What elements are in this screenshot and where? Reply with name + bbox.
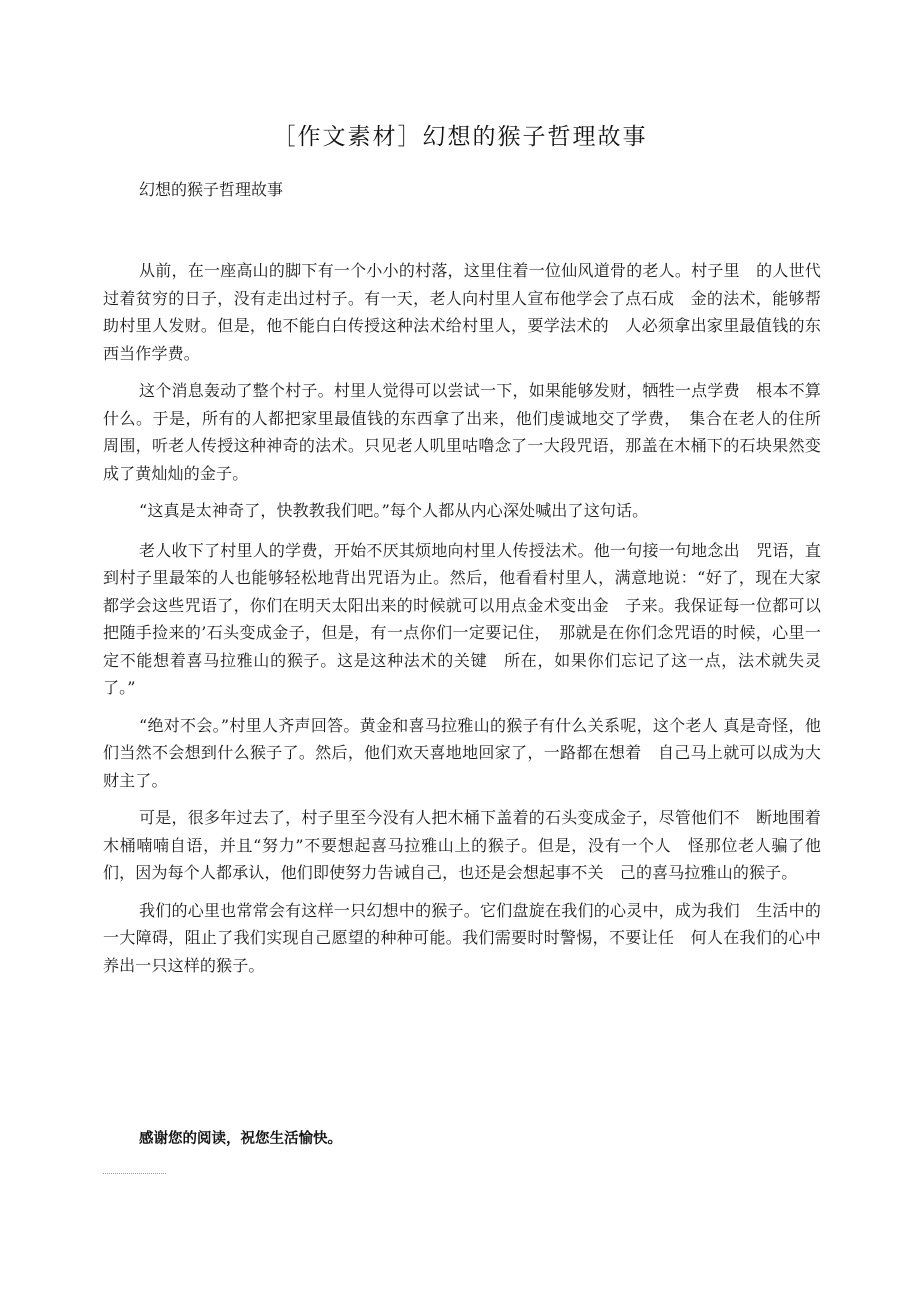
closing-message: 感谢您的阅读，祝您生活愉快。 bbox=[139, 1131, 342, 1147]
paragraph-6: 可是，很多年过去了，村子里至今没有人把木桶下盖着的石头变成金子，尽管他们不 断地围着木桶喃喃自语，并且“努力”不要想起喜马拉雅山上的猴子。但是，没有一个人 怪那位老人骗了他们，因为每个人都承认，他们即使努力告诫自己，也还是会想起事不关 己的喜马拉雅山的猴子。 bbox=[103, 808, 821, 882]
document-subtitle: 幻想的猴子哲理故事 bbox=[139, 180, 284, 199]
paragraph-4: 老人收下了村里人的学费，开始不厌其烦地向村里人传授法术。他一句接一句地念出 咒语，直到村子里最笨的人也能够轻松地背出咒语为止。然后，他看看村里人，满意地说：“好了，现在大家都学会这些咒语了，你们在明天太阳出来的时候就可以用点金术变出金 子来。我保证每一位都可以把随手捡来的’石头变成金子，但是，有一点你们一定要记住， 那就是在你们念咒语的时候，心里一定不能想着喜马拉雅山的猴子。这是这种法术的关键 所在，如果你们忘记了这一点，法术就失灵了。” bbox=[103, 540, 821, 697]
paragraph-7: 我们的心里也常常会有这样一只幻想中的猴子。它们盘旋在我们的心灵中，成为我们 生活中的一大障碍，阻止了我们实现自己愿望的种种可能。我们需要时时警惕，不要让任 何人在我们的心中养出一只这样的猴子。 bbox=[103, 900, 821, 975]
paragraph-1: 从前，在一座高山的脚下有一个小小的村落，这里住着一位仙风道骨的老人。村子里 的人世代过着贫穷的日子，没有走出过村子。有一天，老人向村里人宣布他学会了点石成 金的法术，能够帮助村里人发财。但是，他不能白白传授这种法术给村里人，要学法术的 人必须拿出家里最值钱的东西当作学费。 bbox=[103, 261, 821, 363]
paragraph-2: 这个消息轰动了整个村子。村里人觉得可以尝试一下，如果能够发财，牺牲一点学费 根本不算什么。于是，所有的人都把家里最值钱的东西拿了出来，他们虔诚地交了学费， 集合在老人的住所周围，听老人传授这种神奇的法术。只见老人叽里咕噜念了一大段咒语，那盖在木桶下的石块果然变成了黄灿灿的金子。 bbox=[103, 381, 821, 483]
paragraph-5: “绝对不会。”村里人齐声回答。黄金和喜马拉雅山的猴子有什么关系呢，这个老人 真是奇怪，他们当然不会想到什么猴子了。然后，他们欢天喜地地回家了，一路都在想着 自己马上就可以成为大财主了。 bbox=[103, 715, 821, 790]
document-title: ［作文素材］幻想的猴子哲理故事 bbox=[272, 124, 648, 150]
footer-divider bbox=[103, 1173, 166, 1174]
paragraph-3-quote: “这真是太神奇了，快教教我们吧。”每个人都从内心深处喊出了这句话。 bbox=[139, 501, 649, 520]
story-body bbox=[103, 257, 821, 989]
